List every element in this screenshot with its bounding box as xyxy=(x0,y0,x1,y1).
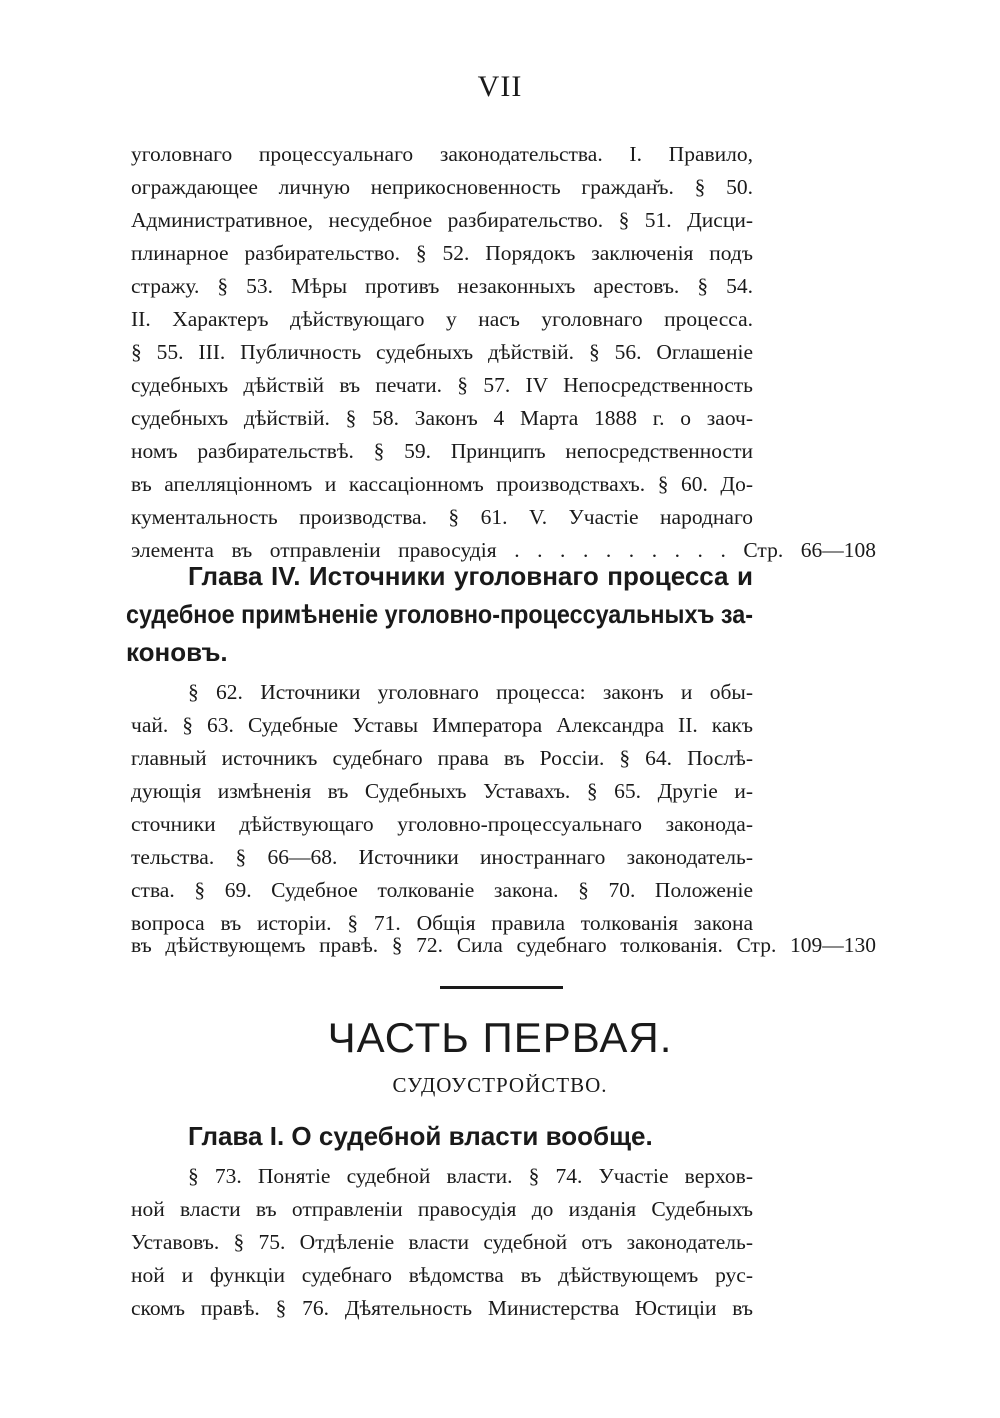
text-line: ной власти въ отправленіи правосудія до изданія Судебныхъ xyxy=(131,1197,753,1221)
text-line: вопроса въ исторіи. § 71. Общія правила толкованія закона xyxy=(131,911,753,935)
text-line: кументальность производства. § 61. V. Участіе народнаго xyxy=(131,505,753,529)
text-line: тельства. § 66—68. Источники иностраннаго законодатель- xyxy=(131,845,753,869)
text-line: Уставовъ. § 75. Отдѣленіе власти судебной отъ законодатель- xyxy=(131,1230,753,1254)
text-line: § 62. Источники уголовнаго процесса: законъ и обы- xyxy=(188,680,753,704)
text-line-with-page-range: въ дѣйствующемъ правѣ. § 72. Сила судебнаго толкованія. Стр. 109—130 xyxy=(131,933,876,957)
text-line: номъ разбирательствѣ. § 59. Принципъ непосредственности xyxy=(131,439,753,463)
text-line: чай. § 63. Судебные Уставы Императора Александра II. какъ xyxy=(131,713,753,737)
heading-line: Глава IV. Источники уголовнаго процесса и xyxy=(188,561,753,591)
text-line: ства. § 69. Судебное толкованіе закона. § 70. Положеніе xyxy=(131,878,753,902)
text-line: ной и функціи судебнаго вѣдомства въ дѣйствующемъ рус- xyxy=(131,1263,753,1287)
chapter-i-heading: Глава I. О судебной власти вообще. xyxy=(188,1121,653,1151)
text-line: Административное, несудебное разбирательство. § 51. Дисци- xyxy=(131,208,753,232)
text-line: судебныхъ дѣйствій. § 58. Законъ 4 Марта 1888 г. о заоч- xyxy=(131,406,753,430)
part-subtitle: СУДОУСТРОЙСТВО. xyxy=(392,1073,608,1097)
text-line: ограждающее личную неприкосновенность граждан̆ъ. § 50. xyxy=(131,175,753,199)
text-line: стражу. § 53. Мѣры противъ незаконныхъ арестовъ. § 54. xyxy=(131,274,753,298)
text-line: въ апелляціонномъ и кассаціонномъ производствахъ. § 60. До- xyxy=(131,472,753,496)
heading-line: коновъ. xyxy=(126,637,228,667)
text-line: § 73. Понятіе судебной власти. § 74. Участіе верхов- xyxy=(188,1164,753,1188)
text-line: скомъ правѣ. § 76. Дѣятельность Министерства Юстиціи въ xyxy=(131,1296,753,1320)
text-line: § 55. III. Публичность судебныхъ дѣйствій. § 56. Оглашеніе xyxy=(131,340,753,364)
text-line: сточники дѣйствующаго уголовно-процессуальнаго законода- xyxy=(131,812,753,836)
text-line: II. Характеръ дѣйствующаго у насъ уголовнаго процесса. xyxy=(131,307,753,331)
text-line: плинарное разбирательство. § 52. Порядокъ заключенія подъ xyxy=(131,241,753,265)
text-line-with-page-range: элемента въ отправленіи правосудія . . . . . . . . . . Стр. 66—108 xyxy=(131,538,876,562)
text-line: главный источникъ судебнаго права въ Россіи. § 64. Послѣ- xyxy=(131,746,753,770)
text-line: уголовнаго процессуальнаго законодательства. I. Правило, xyxy=(131,142,753,166)
heading-line: судебное примѣненіе уголовно-процессуальныхъ за- xyxy=(126,599,753,629)
page-number: VII xyxy=(477,70,523,103)
text-line: дующія измѣненія въ Судебныхъ Уставахъ. § 65. Другіе и- xyxy=(131,779,753,803)
text-line: судебныхъ дѣйствій въ печати. § 57. IV Непосредственность xyxy=(131,373,753,397)
part-title: ЧАСТЬ ПЕРВАЯ. xyxy=(327,1014,673,1061)
section-divider-rule xyxy=(440,986,563,989)
